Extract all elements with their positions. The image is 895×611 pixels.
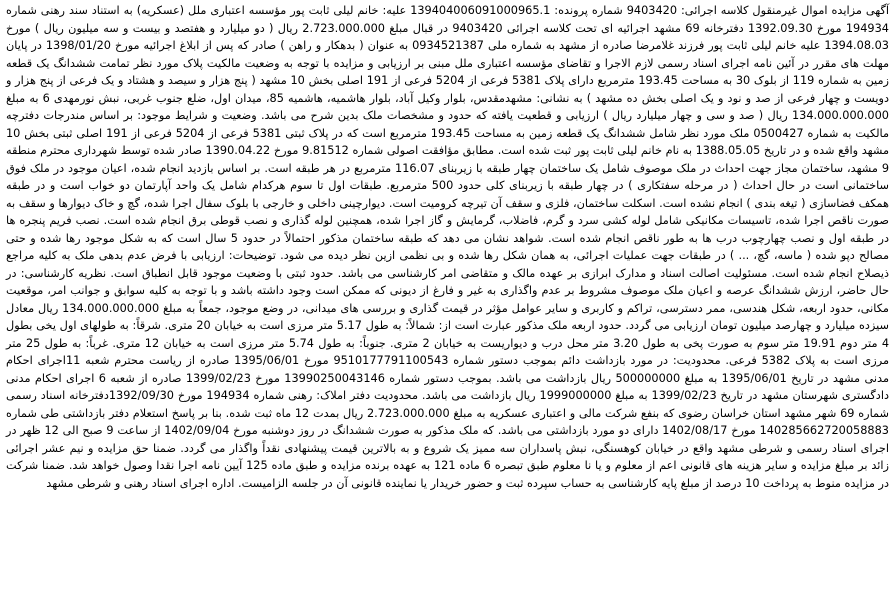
notice-paragraph-intro: آگهی مزایده اموال غیرمنقول کلاسه اجرائی: 9403420 شماره پرونده: 139404006091000965.1 علیه: خانم لیلی ثابت پور مؤسسه اعتباری ملل (عسکریه) به استناد سند رهنی شماره 194934 مورخ 1392.09.30 دفترخانه 69 مشهد اجرائیه ای تحت کلاسه اجرائی 9403420 در قبال مبلغ 2.723.000.000 ریال ( دو میلیارد و هفتصد و بیست و سه میلیون ریال ) مورخ 1394.08.03 علیه خانم لیلی ثابت پور فرزند غلامرضا صادره از مشهد به شماره ملی 0934521387 به عنوان ( بدهکار و راهن ) صادر که پس از ابلاغ اجرائیه مورخ 1398/01/20 در پایان مهلت های مقرر در آئین نامه اجرای اسناد رسمی لازم الاجرا و تقاضای مؤسسه اعتباری ملل مبنی بر ارزیابی و مزایده با توجه به وضعیت مالکیت پلاک مورد نظر تمامت ششدانگ یک قطعه زمین به شماره 119 از بلوک 30 به مساحت 193.45 مترمربع دارای پلاک 5381 فرعی از 5204 فرعی از 191 اصلی بخش 10 مشهد ( پنج هزار و سیصد و هشتاد و یک فرعی از پنج هزار و دویست و چهار فرعی از صد و نود و یک اصلی بخش ده مشهد ) به نشانی: مشهدمقدس، بلوار وکیل آباد، بلوار هاشمیه، هاشمیه 85، میدان اول، ضلع جنوب غربی، نبش نورمهدی 6 به مبلغ 134.000.000.000 ریال ( صد و سی و چهار میلیارد ریال ) ارزیابی و قطعیت یافته که حدود و مشخصات ملک بدین شرح می باشد. bbox=[6, 4, 890, 122]
notice-paragraph-details: وضعیت و شرایط موجود: بر اساس مندرجات دفترچه مالکیت به شماره 0500427 ملک مورد نظر شامل ششدانگ یک قطعه زمین به مساحت 193.45 مترمربع است که در پلاک ثبتی 5381 فرعی از 5204 فرعی از 191 اصلی ثبتی بخش 10 مشهد واقع شده و در تاریخ 1388.05.05 به نام خانم لیلی ثابت پور ثبت شده است. مطابق مؤافقت اصولی شماره 9.81512 مورخ 1390.04.22 صادر شده توسط شهرداری محترم منطقه 9 مشهد، ساختمان مجاز جهت احداث در ملک موصوف شامل یک ساختمان چهار طبقه با زیربنای 116.07 مترمربع در هر طبقه است. بر اساس بازدید انجام شده، اعیان موجود در ملک فوق ساختمانی است در حال احداث ( در مرحله سفتکاری ) در چهار طبقه با زیربنای کلی حدود 500 مترمربع. طبقات اول تا سوم هرکدام شامل یک واحد آپارتمان دو خواب است و در طبقه همکف فضاسازی ( تیغه بندی ) انجام نشده است. اسکلت ساختمان، فلزی و سقف آن تیرچه کرومیت است. دیوارچینی داخلی و خارجی با بلوک سفال اجرا شده، گچ و خاک دیوارها و سقف به صورت ناقص اجرا شده، تاسیسات مکانیکی شامل لوله کشی سرد و گرم، فاضلاب، گرمایش و گاز اجرا شده، همچنین لوله گذاری و نصب قوطی برق انجام شده است. نصب فریم پنجره ها در طبقه اول و نصب چهارچوب درب ها به طور ناقص انجام شده است. شواهد نشان می دهد که طبقه ساختمان مذکور احتمالاً در حدود 5 سال است که به شکل موجود رها شده و حتی مصالح دپو شده ( ماسه، گچ، ... ) در طبقات جهت عملیات اجرائی، به همان شکل رها شده و بی نظمی ازین نظر دیده می شود. توضیحات: ارزیابی با فرض عدم بدهی ملک به کلیه مراجع ذیصلاح انجام شده است. مسئولیت اصالت اسناد و مدارک ابرازی بر عهده مالک و متقاضی امر کارشناسی می باشد. حدود ثبتی با وضعیت موجود قابل انطباق است. نظریه کارشناسی: در حال حاضر، ارزش ششدانگ عرصه و اعیان ملک موصوف مشروط بر عدم واگذاری به غیر و فارغ از دیونی که ممکن است وجود داشته باشد و با توجه به کلیه سوابق و جوانب امر، موقعیت مکانی، حدود اربعه، شکل هندسی، ممر دسترسی، تراکم و کاربری و سایر عوامل مؤثر در قیمت گذاری و بررسی های میدانی، در وضع موجود، جمعاً به مبلغ 134.000.000.000 ریال معادل سیزده میلیارد و چهارصد میلیون تومان ارزیابی می گردد. حدود اربعه ملک مذکور عبارت است از: شمالاً: به طول 5.17 متر مرزی است به خیابان 20 متری. شرقاً: به طولهای اول یخی بطول 4 متر دوم 19.91 متر سوم به صورت پخی به طول 3.20 متر محل درب و دیواریست به خیابان 2 متری. جنوباً: به طول 5.74 متر مرزی است به خیابان 12 متری. غرباً: به طول 25 متر مرزی است به پلاک 5382 فرعی. محدودیت: در مورد بازداشت دائم بموجب دستور شماره 9510177791100543 مورخ 1395/06/01 صادره از ریاست محترم شعبه 11اجرای احکام مدنی مشهد در تاریخ 1395/06/01 به مبلغ 500000000 ریال بازداشت می باشد. بموجب دستور شماره 13990250043146 مورخ 1399/02/23 صادره از شعبه 6 اجرای احکام مدنی دادگستری شهرستان مشهد در تاریخ 1399/02/23 به مبلغ 1999000000 ریال بازداشت می باشد. محدودیت دفتر املاک: رهنی شماره 194934 مورخ 1392/09/30دفترخانه اسناد رسمی شماره 69 شهر مشهد استان خراسان رضوی که بنفع شرکت مالی و اعتباری عسکریه به مبلغ 2.723.000.000 ریال بمدت 12 ماه ثبت شده. بنا بر پاسخ استعلام دفتر بازداشتی طی شماره 140285662720058883 مورخ 1402/08/17 دارای دو مورد بازداشتی می باشد. که ملک مذکور به صورت ششدانگ در روز دوشنبه مورخ 1402/09/04 از ساعت 9 صبح الی 12 ظهر در اجرای اسناد رسمی و شرطی مشهد واقع در خیابان کوهسنگی، نبش پاسداران سه ممیز یک شروع و به بالاترین قیمت پیشنهادی نقداً واگذار می گردد. ضمنا حق مزایده و نیم عشر اجرائی زائد بر مبلغ مزایده و سایر هزینه های قانونی اعم از معلوم و یا نا معلوم طبق تبصره 6 ماده 121 به عهده برنده مزایده و طبق ماده 125 آیین نامه اجرا نقدا وصول خواهد شد. ضمنا شرکت در مزایده منوط به پرداخت 10 درصد از مبلغ پایه کارشناسی به حساب سپرده ثبت و حضور خریدار یا نماینده قانونی آن در جلسه الزامیست. اداره اجرای اسناد رهنی و شرطی مشهد bbox=[6, 109, 890, 490]
